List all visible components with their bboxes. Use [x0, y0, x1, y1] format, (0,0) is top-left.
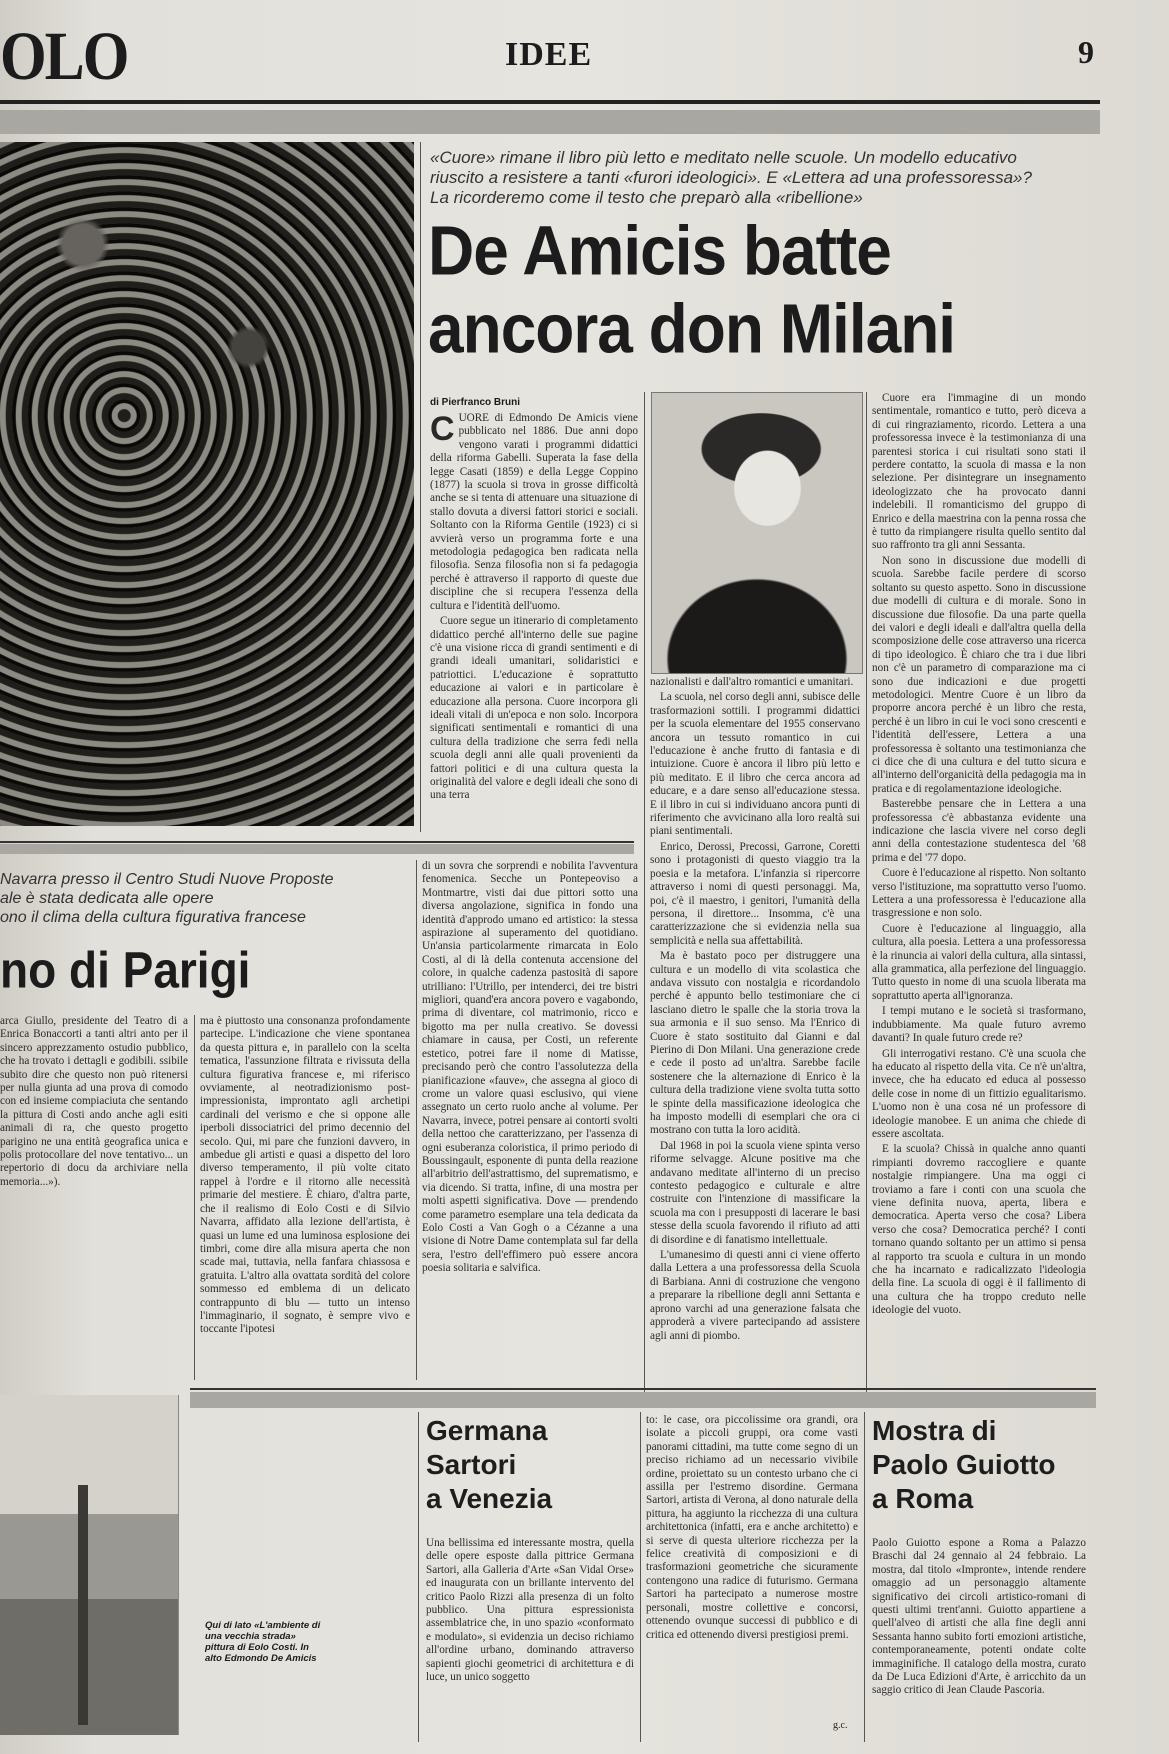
deck-line: ono il clima della cultura figurativa francese [0, 909, 306, 926]
section-rule [0, 841, 634, 843]
main-column-1 [430, 412, 638, 826]
paragraph: Dal 1968 in poi la scuola viene spinta verso riforme selvagge. Alcune positive ma che andavano meditate all'interno di un preciso contesto pedagogico e culturale e altre costruite con l'intenzione di massificare la scuola ma con i presupposti di lacerare le basi stesse della scuola favorendo il rifiuto ad atti di disordine e di fanatismo intellettuale. [650, 1139, 860, 1246]
header-band [0, 110, 1100, 134]
guiotto-headline [872, 1414, 1056, 1516]
paragraph: nazionalisti e dall'altro romantici e umanitari. [650, 676, 854, 688]
paragraph: Gli interrogativi restano. C'è una scuola che ha educato al rispetto della vita. Ce n'è un'altra, invece, che ha educato ed educa al possesso delle cose in nome di un fittizio egualitarismo. L'uomo non è una cosa né un professore di ideologie manobee. E un anima che chiede di essere ascoltata. [872, 1047, 1086, 1140]
paragraph: Cuore era l'immagine di un mondo sentimentale, romantico e tutto, però diceva a di cui ringraziamento, ricordo. Lettera a una professoressa invece è la testimonianza di una parentesi storica i cui risultati sono stati il perdere contatto, la scuola di massa e la non selezione. Per disintegrare un insegnamento ideologizzato che ha provocato danni indelebili. Il romanticismo del gruppo di Enrico e della maestrina con la penna rossa che è tutto da rimpiangere risulta quello sentito dal suo raffronto tra gli anni Sessanta. [872, 392, 1086, 552]
headline-line: a Venezia [426, 1483, 553, 1514]
article-deck: «Cuore» rimane il libro più letto e meditato nelle scuole. Un modello educativo riuscito a resistere a tanti «furori ideologici». E «Lettera ad una professoressa»? La ricorderemo come il testo che preparò alla «ribellione» [430, 148, 1032, 207]
column-rule [420, 142, 421, 832]
deck-line: Navarra presso il Centro Studi Nuove Proposte [0, 871, 334, 888]
headline-line-2: ancora don Milani [428, 289, 956, 368]
headline-line: Sartori [426, 1449, 517, 1480]
headline-line: Mostra di [872, 1415, 997, 1446]
paragraph: Non sono in discussione due modelli di scuola. Sarebbe facile perdere di scorso soltanto su questo aspetto. Sono in discussione due modelli di cultura e di morale. Sono in discussione due filosofie. Da una parte quella dei valori e degli ideali e dall'altra quella della scomposizione delle cose attraverso una ricerca di tipo ideologico. È chiaro che tra i due libri non c'è un parametro di comparazione ma ci sono due indicazioni e due progetti metodologici. Mentre Cuore è un libro da proporre ancora perché è un libro che resta, perché è un libro in cui le voci sono crescenti e l'identità dell'essere, Lettera a una professoressa è soltanto una testimonianza che ci dice che di una cultura e del tutto sicura e all'interno dell'organicità della pedagogia ma in pratica e di regolamentazione ideologiche. [872, 554, 1086, 795]
article-headline [428, 212, 1088, 368]
author-initials: g.c. [833, 1720, 848, 1731]
header-rule [0, 100, 1100, 104]
photo-caption: Qui di lato «L'ambiente di una vecchia strada» pittura di Eolo Costi. In alto Edmondo De Amicis [205, 1620, 321, 1664]
masthead-logo-fragment: OLO [0, 17, 128, 94]
paragraph: L'umanesimo di questi anni ci viene offerto dalla Lettera a una professoressa della Scuola di Barbiana. Anni di costruzione che vengono a preparare la ribellione degli anni Settanta e aprono varchi ad una generazione falsata che approderà a vivere partecipando ad assistere agli anni di piombo. [650, 1249, 860, 1342]
column-rule [416, 860, 417, 1380]
section-band [190, 1392, 1096, 1408]
page-number: 9 [1078, 34, 1094, 70]
paragraph: Cuore segue un itinerario di completamento didattico perché all'interno delle sue pagine c'è una visione ricca di grandi sentimenti e di grandi ideali umanitari, solidaristici e patriottici. L'educazione è soprattutto educazione ai valori e in particolare è educazione alla persona. Cuore incorpora gli ideali vitali di un'epoca e non solo. Incorpora significati sentimentali e romantici di una cultura della tradizione che serra fedi nella scuola degli anni alle quali provenienti da fattori politici e di una cultura questa la originalità del valore e degli ideali che sono di una terra [430, 615, 638, 802]
paragraph: Ma è bastato poco per distruggere una cultura e un modello di vita scolastica che andava vissuto con nostalgia e ricordandolo perché è appunto bello testimoniare che ci lasciano dietro le spalle che la storia trova la sua armonia e il suo senso. Ma l'Enrico di Cuore è stato sostituito dal Gianni e dal Pierino di Don Milani. Una generazione crede e cede il posto ad un'altra. Sarebbe facile sostenere che la alternazione di Enrico è la cultura della tradizione viene svolta tutta sotto le spinte della massificazione ideologica che ha imposto modelli di esemplari che ora ci mostrano con tutta la loro acidità. [650, 950, 860, 1137]
paragraph: Cuore è l'educazione al linguaggio, alla cultura, alla poesia. Lettera a una professoressa è la rinuncia ai valori della cultura, alla sintassi, alla grammatica, alla perfezione del linguaggio. Tutto questo in nome di una scuola liberata ma soprattutto aperta all'ignoranza. [872, 922, 1086, 1002]
parigi-column-1: arca Giullo, presidente del Teatro di a Enrica Bonaccorti a tanti altri anto per il sincero apprezzamento ostudio pubblico, che ha trovato i dettagli e godibili. ssibile subito dire che questo non può ritenersi per nulla giunta ad una prova di comodo con ed insieme compiaciuta che sentando la pittura di Costi ando anche agli esiti animali di ra, che questo progetto parigino ne una entità geografica unica e polis protocollare del nove tentativo... un repertorio di docu da archiviare nella memoria...»). [0, 1015, 188, 1188]
headline-line-1: De Amicis batte [428, 212, 891, 290]
parigi-deck [0, 870, 420, 927]
byline: di Pierfranco Bruni [430, 397, 521, 408]
column-rule [418, 1412, 419, 1742]
paragraph: La scuola, nel corso degli anni, subisce delle trasformazioni sottili. I programmi didattici per la scuola elementare del 1955 conservano ancora un tessuto romantico in cui l'educazione è anche frutto di fantasia e di intuizione. Cuore è ancora il libro più letto e più meditato. E il libro che cerca ancora ad educare, e a dare senso all'educazione stessa. E il libro in cui si individuano ancora punti di riferimento che avvicinano alla loro realtà sui piani sentimentali. [650, 691, 860, 838]
section-rule [190, 1388, 1096, 1390]
paragraph: Basterebbe pensare che in Lettera a una professoressa c'è abbastanza evidente una indicazione che lascia vivere nel corso degli anni della contestazione studentesca del '68 prima e del '77 dopo. [872, 798, 1086, 864]
headline-line: a Roma [872, 1483, 974, 1514]
paragraph: Enrico, Derossi, Precossi, Garrone, Coretti sono i protagonisti di questo viaggio tra la poesia e la metafora. L'infanzia si ripercorre attraverso i nomi di questi personaggi. Ma, poi, c'è il maestro, i genitori, l'umanità della persona, il direttore... Insomma, c'è una caratterizzazione che si evidenzia nella sua semplicità e nella sua affettabilità. [650, 840, 860, 947]
headline-line: Germana [426, 1415, 548, 1446]
dropcap: C [430, 412, 455, 448]
guiotto-body: Paolo Guiotto espone a Roma a Palazzo Braschi dal 24 gennaio al 24 febbraio. La mostra, dal titolo «Impronte», intende rendere omaggio ad un personaggio altamente significativo dei circoli artistico-romani di questi ultimi trent'anni. Guiotto appartiene a quell'alveo di artisti che alla fine degli anni Sessanta hanno subito forti emozioni artistiche, contemporaneamente, potenti ondate colte immaginifiche. Il catalogo della mostra, curato da De Luca Edizioni d'Arte, è arricchito da un saggio critico di Jean Claude Pascoria. [872, 1537, 1086, 1697]
deck-line: ale è stata dedicata alle opere [0, 890, 214, 907]
paragraph: E la scuola? Chissà in qualche anno quanti rimpianti dovremo raccogliere e quante nostalgie rimpiangere. Una ma oggi ci troviamo a fare i conti con una scuola che viene definita nuova, aperta, libera e democratica. Aperta verso che cosa? Libera verso che cosa? Democratica perché? I conti tornano quando soltanto per un attimo si pensa al rapporto tra scuola e cultura in un mondo che ha incarnato e radicalizzato l'ideologia della fine. La scuola di oggi è il fallimento di una cultura che ha troppo creduto nelle ideologie del vuoto. [872, 1143, 1086, 1317]
column-rule [644, 392, 645, 1392]
section-band [0, 844, 634, 854]
de-amicis-portrait [651, 392, 863, 674]
parigi-column-2: ma è piuttosto una consonanza profondamente partecipe. L'indicazione che viene spontanea da questa pittura e, in parallelo con la scelta tematica, l'assunzione filtrata e rivissuta della cultura figurativa francese e, mi riferisco ovviamente, al neotradizionismo post-impressionista, improntato agli archetipi cardinali del verismo e che si oppone alle iperboli dissociatrici del primo decennio del secolo. Qui, mi pare che funzioni davvero, in ambedue gli artisti e quasi a dispetto del loro diverso temperamento, il più volte citato rappel à l'ordre e il ritorno alle necessità primarie del mestiere. È chiaro, d'altra parte, che il realismo di Eolo Costi e di Silvio Navarra, affidato alla lezione dell'artista, è quasi un lume ed una luminosa esplosione dei timbri, come dire alla misura aperta che non scade mai, tuttavia, nella fanfara chiassosa e gratuita. L'altro alla ovattata sordità del colore sommesso ed emblema di un delicato contrappunto di blu — tutto un intenso l'immaginario, il sognato, è sempre vivo e toccante l'ipotesi [200, 1015, 410, 1336]
column-rule [864, 1412, 865, 1742]
sartori-column-1: Una bellissima ed interessante mostra, quella delle opere esposte dalla pittrice Germana Sartori, alla Galleria d'Arte «San Vidal Orse» ed inaugurata con un brillante intervento del critico Paolo Rizzi alla presenza di un folto pubblico. Una pittura espressionista assemblatrice che, in uno spazio «conformato e modulato», si evidenzia un deciso richiamo all'ordine urbano, dominando attraverso sapienti giochi geometrici di architettura e di luce, un unico soggetto [426, 1537, 634, 1684]
sartori-headline [426, 1414, 552, 1516]
section-title: IDEE [505, 36, 593, 73]
street-painting-photo [0, 1395, 179, 1735]
paragraph: Cuore è l'educazione al rispetto. Non soltanto verso l'istituzione, ma soprattutto verso l'uomo. Lettera a una professoressa è l'educazione alla trasgressione e non solo. [872, 867, 1086, 920]
parigi-headline: no di Parigi [0, 941, 251, 999]
main-column-2 [650, 676, 860, 1381]
paragraph: I tempi mutano e le società si trasformano, indubbiamente. Ma quale futuro avremo davanti? In quale futuro crede re? [872, 1005, 1086, 1045]
paragraph: UORE di Edmondo De Amicis viene pubblicato nel 1886. Due anni dopo vengono varati i programmi didattici della riforma Gabelli. Superata la fase della legge Casati (1859) e della Legge Coppino (1877) la scuola si trova in grosse difficoltà anche se si tenta di attenuare una situazione di stallo dovuta a diversi fattori storici e sociali. Soltanto con la Riforma Gentile (1923) ci si avvierà verso un programma forte e una metodologia pedagogica ben radicata nella filosofia. Senza filosofia non si fa pedagogia perché è attraverso il rapporto di queste due discipline che si recupera l'essenza della cultura e l'identità dell'uomo. [430, 412, 638, 612]
headline-line: Paolo Guiotto [872, 1449, 1056, 1480]
column-rule [866, 392, 867, 1392]
sartori-column-2: to: le case, ora piccolissime ora grandi, ora isolate a piccoli gruppi, ora come vasti panorami cittadini, ma tutte come segno di un preciso richiamo ad un necessario vivibile ordine, proiettato su un contesto urbano che ci assilla per l'estremo disordine. Germana Sartori, artista di Verona, al dono naturale della pittura, ha aggiunto la ricchezza di una cultura architettonica (infatti, era e anche architetto) e si serve di questa ulteriore ricchezza per la felice creatività di composizioni e di trasformazioni geometriche che sicuramente contengono una radice di futurismo. Germana Sartori ha partecipato a numerose mostre personali, mostre collettive e concorsi, ottenendo ovunque successi di pubblico e di critica ed ottenendo diversi prestigiosi premi. [646, 1414, 858, 1641]
column-rule [194, 1015, 195, 1380]
main-column-3 [872, 392, 1086, 1382]
parigi-column-3: di un sovra che sorprendi e nobilita l'avventura fenomenica. Secche un Pontepeoviso a Montmartre, visti dai due pittori sotto una diversa angolazione, significa in fondo una identità d'approdo umano ed artistico: la stessa aspirazione al superamento del quotidiano. Un'ansia particolarmente rimarcata in Eolo Costi, al di là della contenuta accensione del colore, in qualche cadenza pastosità di sapore utrilliano: l'Utrillo, per intenderci, dei tre bistri migliori, quand'era ancora povero e vagabondo, prima di diventare, col matrimonio, ricco e bigotto ma per nulla creativo. Se dovessi chiamare in causa, per Costi, un referente estetico, potrei fare il nome di Matisse, precisando però che contro l'assolutezza della pianificazione «fauve», che assegna al gioco di crome un valore quasi esclusivo, qui viene assegnato un certo ruolo anche al volume. Per Navarra, invece, potrei pensare ai contorti svolti della nettoo che caratterizzano, per l'assenza di ogni esuberanza coloristica, il primo periodo di Boussingault, esponente di punta della reazione all'arbitrio dell'astrattismo, del suprematismo, e via dicendo. Si tratta, infine, di una mostra per molti aspetti significativa. Dove — prendendo come parametro esemplare una tela dedicata da Eolo Costi a Van Gogh o a Cézanne a una visione di Notre Dame contemplata sul far della sera, l'estro dell'effimero può essere ancora poesia solitaria e salvifica. [422, 860, 638, 1275]
crowd-photo [0, 142, 414, 826]
column-rule [640, 1412, 641, 1742]
